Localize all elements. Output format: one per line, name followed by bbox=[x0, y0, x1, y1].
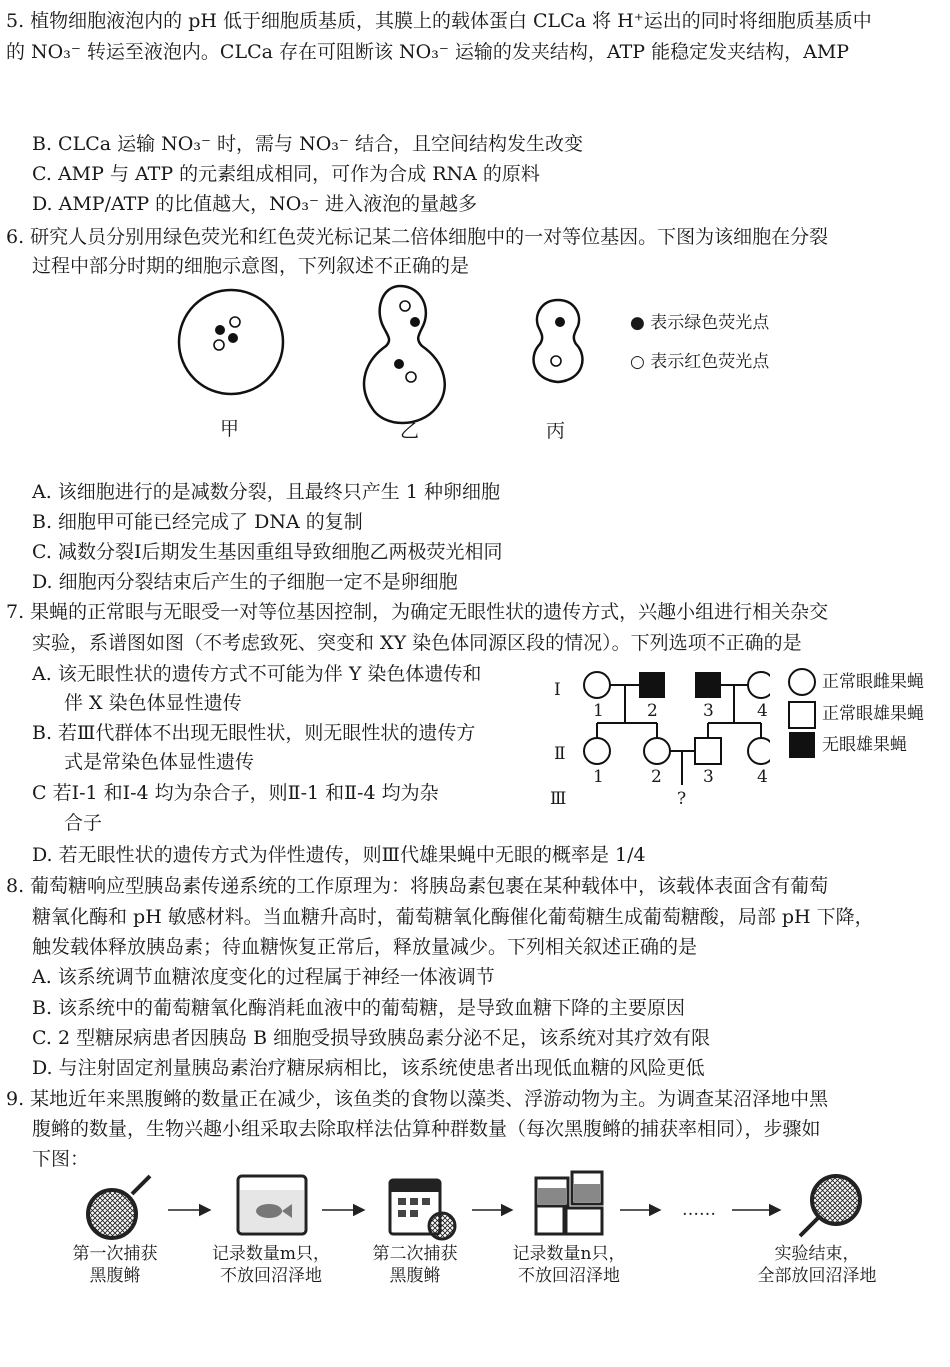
pedigree-I-3 bbox=[695, 672, 721, 698]
green-dot bbox=[410, 317, 420, 327]
pedigree-I-2 bbox=[639, 672, 665, 698]
num-II-2: 2 bbox=[651, 767, 662, 787]
net-icon-final bbox=[800, 1176, 860, 1236]
step5-caption-line2: 全部放回沼泽地 bbox=[757, 1266, 877, 1286]
q9-stem-line2: 腹鳉的数量，生物兴趣小组采取去除取样法估算种群数量（每次黑腹鳉的捕获率相同），步骤如 bbox=[32, 1118, 821, 1140]
num-I-4: 4 bbox=[757, 701, 768, 721]
q7-option-c-1: C 若Ⅰ-1 和Ⅰ-4 均为杂合子，则Ⅱ-1 和Ⅱ-4 均为杂 bbox=[32, 782, 439, 804]
legend-filled-square-icon bbox=[789, 732, 815, 758]
q8-option-d: D. 与注射固定剂量胰岛素治疗糖尿病相比，该系统使患者出现低血糖的风险更低 bbox=[32, 1057, 705, 1079]
step4-caption bbox=[504, 1243, 634, 1287]
q9-stem-line3: 下图： bbox=[32, 1148, 90, 1170]
gen-label-III: Ⅲ bbox=[550, 789, 567, 809]
legend-red: ○ 表示红色荧光点 bbox=[630, 352, 770, 372]
q7-option-c-2: 合子 bbox=[64, 812, 103, 834]
q6-option-d: D. 细胞丙分裂结束后产生的子细胞一定不是卵细胞 bbox=[32, 571, 458, 593]
net-icon bbox=[88, 1176, 150, 1238]
ellipsis-dots: …… bbox=[682, 1200, 716, 1220]
red-dot bbox=[400, 301, 410, 311]
step2-caption-line1: 记录数量m只， bbox=[211, 1244, 331, 1264]
step3-caption-line2: 黑腹鳉 bbox=[389, 1266, 441, 1286]
step4-caption-line2: 不放回沼泽地 bbox=[518, 1266, 620, 1286]
step3-caption-line1: 第二次捕获 bbox=[372, 1244, 458, 1264]
calendar-net-icon bbox=[390, 1180, 455, 1239]
q6-stem-line1: 6. 研究人员分别用绿色荧光和红色荧光标记某二倍体细胞中的一对等位基因。下图为该细胞在分裂 bbox=[6, 226, 829, 248]
num-I-1: 1 bbox=[593, 701, 604, 721]
green-dot bbox=[215, 325, 225, 335]
cell-label-jia: 甲 bbox=[220, 418, 240, 440]
gen-label-II: Ⅱ bbox=[554, 744, 566, 764]
step5-caption-line1: 实验结束， bbox=[774, 1244, 860, 1264]
step5-caption bbox=[742, 1243, 892, 1287]
legend-normal-female: 正常眼雌果蝇 bbox=[822, 672, 924, 692]
num-I-2: 2 bbox=[647, 701, 658, 721]
num-II-1: 1 bbox=[593, 767, 604, 787]
cell-bing-membrane bbox=[534, 300, 583, 382]
q5-option-c: C. AMP 与 ATP 的元素组成相同，可作为合成 RNA 的原料 bbox=[32, 163, 540, 185]
legend-square-icon bbox=[789, 702, 815, 728]
q5-option-b: B. CLCa 运输 NO₃⁻ 时，需与 NO₃⁻ 结合，且空间结构发生改变 bbox=[32, 133, 583, 155]
step1-caption bbox=[60, 1243, 170, 1287]
q8-stem-line1: 8. 葡萄糖响应型胰岛素传递系统的工作原理为：将胰岛素包裹在某种载体中，该载体表面含有葡萄 bbox=[6, 875, 829, 897]
q9-stem-line1: 9. 某地近年来黑腹鳉的数量正在减少，该鱼类的食物以藻类、浮游动物为主。为调查某沼泽地中黑 bbox=[6, 1088, 829, 1110]
pedigree-II-1 bbox=[584, 738, 610, 764]
q6-option-a: A. 该细胞进行的是减数分裂，且最终只产生 1 种卵细胞 bbox=[32, 481, 500, 503]
red-dot bbox=[551, 356, 561, 366]
q5-stem-line2: 的 NO₃⁻ 转运至液泡内。CLCa 存在可阻断该 NO₃⁻ 运输的发夹结构，ATP 能稳定发夹结构，AMP bbox=[6, 41, 850, 63]
cell-yi-membrane bbox=[364, 286, 445, 423]
legend-green: ● 表示绿色荧光点 bbox=[630, 313, 770, 333]
red-dot bbox=[214, 340, 224, 350]
cell-label-yi: 乙 bbox=[400, 420, 420, 442]
legend-eyeless-male: 无眼雄果蝇 bbox=[822, 735, 907, 755]
procedure-flow-figure bbox=[60, 1168, 900, 1248]
pedigree-II-2 bbox=[644, 738, 670, 764]
red-dot bbox=[230, 317, 240, 327]
q7-option-a-2: 伴 X 染色体显性遗传 bbox=[64, 692, 242, 714]
step4-caption-line1: 记录数量n只， bbox=[512, 1244, 626, 1264]
pedigree-unknown: ? bbox=[677, 789, 687, 809]
q7-option-b-1: B. 若Ⅲ代群体不出现无眼性状，则无眼性状的遗传方 bbox=[32, 722, 476, 744]
q8-stem-line2: 糖氧化酶和 pH 敏感材料。当血糖升高时，葡萄糖氧化酶催化葡萄糖生成葡萄糖酸，局部 pH 下降， bbox=[32, 906, 874, 928]
q7-option-b-2: 式是常染色体显性遗传 bbox=[64, 751, 255, 773]
q7-stem-line2: 实验，系谱图如图（不考虑致死、突变和 XY 染色体同源区段的情况）。下列选项不正确的是 bbox=[32, 632, 802, 654]
legend-normal-male: 正常眼雄果蝇 bbox=[822, 704, 924, 724]
q8-option-a: A. 该系统调节血糖浓度变化的过程属于神经一体液调节 bbox=[32, 966, 495, 988]
step3-caption bbox=[360, 1243, 470, 1287]
pedigree-I-4 bbox=[748, 672, 770, 698]
cell-label-bing: 丙 bbox=[546, 420, 566, 442]
q5-stem-line1: 5. 植物细胞液泡内的 pH 低于细胞质基质，其膜上的载体蛋白 CLCa 将 H⁺运出的同时将细胞质基质中 bbox=[6, 10, 872, 32]
green-dot bbox=[555, 317, 565, 327]
q6-option-b: B. 细胞甲可能已经完成了 DNA 的复制 bbox=[32, 511, 363, 533]
pedigree-II-3 bbox=[695, 738, 721, 764]
q6-option-c: C. 减数分裂Ⅰ后期发生基因重组导致细胞乙两极荧光相同 bbox=[32, 541, 503, 563]
red-dot bbox=[406, 372, 416, 382]
pedigree-II-4 bbox=[748, 738, 770, 764]
num-I-3: 3 bbox=[703, 701, 714, 721]
num-II-3: 3 bbox=[703, 767, 714, 787]
step1-caption-line2: 黑腹鳉 bbox=[89, 1266, 141, 1286]
q8-option-c: C. 2 型糖尿病患者因胰岛 B 细胞受损导致胰岛素分泌不足，该系统对其疗效有限 bbox=[32, 1027, 711, 1049]
green-dot bbox=[228, 333, 238, 343]
q5-option-d: D. AMP/ATP 的比值越大，NO₃⁻ 进入液泡的量越多 bbox=[32, 193, 478, 215]
q7-option-d: D. 若无眼性状的遗传方式为伴性遗传，则Ⅲ代雄果蝇中无眼的概率是 1/4 bbox=[32, 844, 646, 866]
step2-caption-line2: 不放回沼泽地 bbox=[220, 1266, 322, 1286]
legend-circle-icon bbox=[789, 669, 815, 695]
q7-option-a-1: A. 该无眼性状的遗传方式不可能为伴 Y 染色体遗传和 bbox=[32, 663, 482, 685]
step2-caption bbox=[206, 1243, 336, 1287]
tanks-icon bbox=[536, 1172, 602, 1234]
q8-stem-line3: 触发载体释放胰岛素；待血糖恢复正常后，释放量减少。下列相关叙述正确的是 bbox=[32, 936, 698, 958]
step1-caption-line1: 第一次捕获 bbox=[72, 1244, 158, 1264]
q8-option-b: B. 该系统中的葡萄糖氧化酶消耗血液中的葡萄糖，是导致血糖下降的主要原因 bbox=[32, 997, 686, 1019]
pedigree-legend-symbols bbox=[786, 665, 826, 765]
num-II-4: 4 bbox=[757, 767, 768, 787]
green-dot bbox=[394, 359, 404, 369]
q7-stem-line1: 7. 果蝇的正常眼与无眼受一对等位基因控制，为确定无眼性状的遗传方式，兴趣小组进行相关杂交 bbox=[6, 601, 829, 623]
fish-tank-icon bbox=[238, 1176, 306, 1234]
pedigree-I-1 bbox=[584, 672, 610, 698]
gen-label-I: Ⅰ bbox=[554, 680, 561, 700]
q6-stem-line2: 过程中部分时期的细胞示意图，下列叙述不正确的是 bbox=[32, 255, 470, 277]
